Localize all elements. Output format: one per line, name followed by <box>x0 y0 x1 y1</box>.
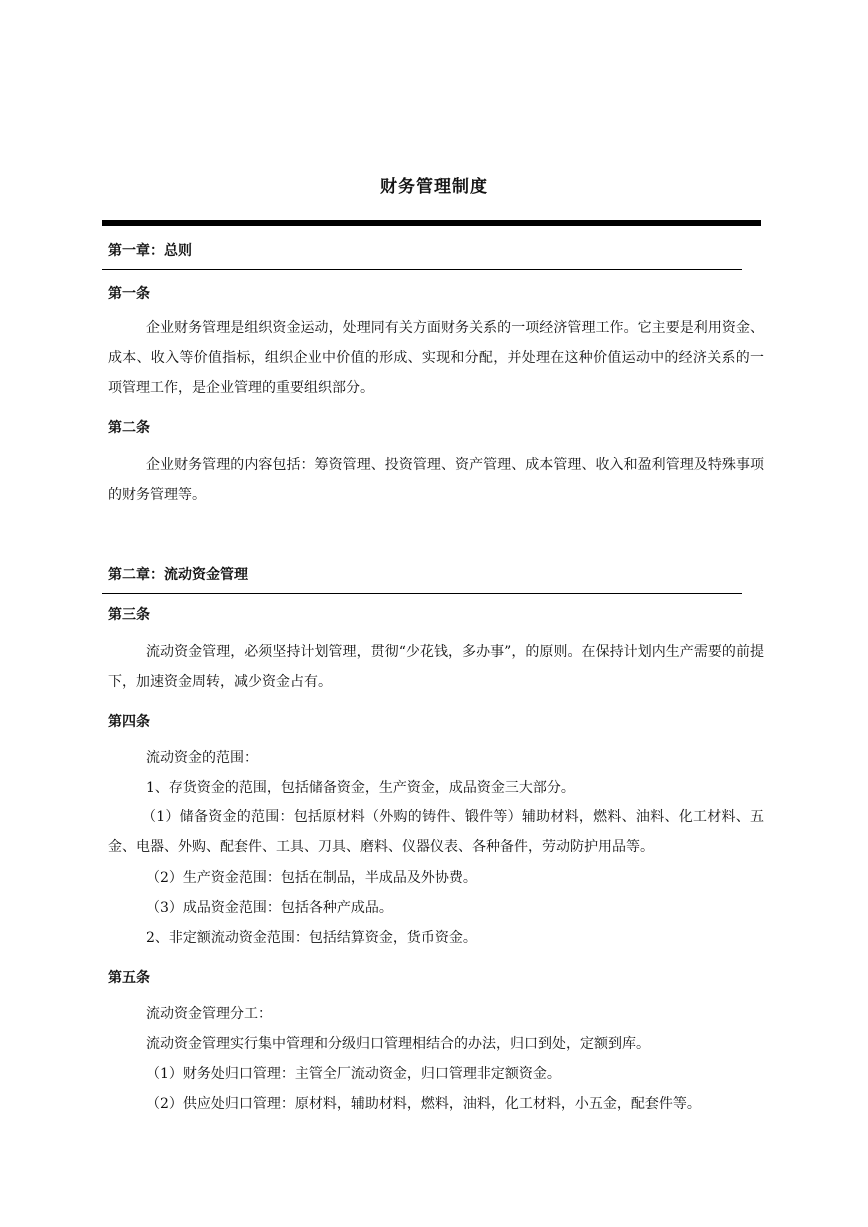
article-5-sub-1: （1）财务处归口管理：主管全厂流动资金，归口管理非定额资金。 <box>146 1066 561 1082</box>
article-4-label: 第四条 <box>108 714 150 730</box>
chapter-2-heading: 第二章：流动资金管理 <box>108 567 248 583</box>
article-4-item-1: 1、存货资金的范围，包括储备资金，生产资金，成品资金三大部分。 <box>146 780 575 796</box>
article-2-label: 第二条 <box>108 420 150 436</box>
article-4-sub-2: （2）生产资金范围：包括在制品，半成品及外协费。 <box>146 870 477 886</box>
article-5-sub-2: （2）供应处归口管理：原材料，辅助材料，燃料，油料，化工材料，小五金，配套件等。 <box>146 1096 701 1112</box>
article-4-item-2: 2、非定额流动资金范围：包括结算资金，货币资金。 <box>146 930 477 946</box>
article-1-label: 第一条 <box>108 286 150 302</box>
article-4-sub-1: （1）储备资金的范围：包括原材料（外购的铸件、锻件等）辅助材料，燃料、油料、化工材料、五金、电器、外购、配套件、工具、刀具、磨料、仪器仪表、各种备件，劳动防护用品等。 <box>108 809 764 855</box>
article-4-intro: 流动资金的范围： <box>146 750 258 766</box>
chapter-1-divider <box>102 269 742 270</box>
article-3-text: 流动资金管理，必须坚持计划管理，贯彻“少花钱，多办事”，的原则。在保持计划内生产需要的前提下，加速资金周转，减少资金占有。 <box>108 644 764 690</box>
article-5-intro: 流动资金管理分工： <box>146 1006 272 1022</box>
article-3-label: 第三条 <box>108 607 150 623</box>
article-5-line-1: 流动资金管理实行集中管理和分级归口管理相结合的办法，归口到处，定额到库。 <box>146 1036 650 1052</box>
chapter-1-heading: 第一章：总则 <box>108 243 192 259</box>
article-1-text: 企业财务管理是组织资金运动，处理同有关方面财务关系的一项经济管理工作。它主要是利用资金、成本、收入等价值指标，组织企业中价值的形成、实现和分配，并处理在这种价值运动中的经济关系的一项管理工作，是企业管理的重要组织部分。 <box>108 320 764 396</box>
article-2-text: 企业财务管理的内容包括：筹资管理、投资管理、资产管理、成本管理、收入和盈利管理及特殊事项的财务管理等。 <box>108 457 764 503</box>
document-title: 财务管理制度 <box>380 177 488 197</box>
title-divider <box>102 220 761 226</box>
article-4-sub-3: （3）成品资金范围：包括各种产成品。 <box>146 900 393 916</box>
chapter-2-divider <box>102 593 742 594</box>
article-5-label: 第五条 <box>108 970 150 986</box>
